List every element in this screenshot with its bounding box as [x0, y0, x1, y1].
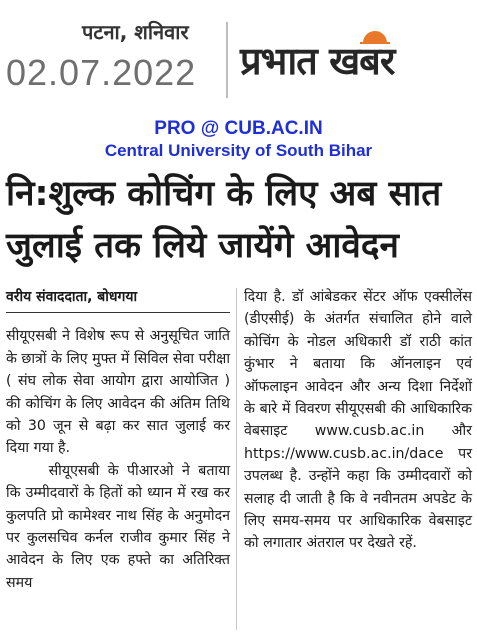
publication-date: 02.07.2022 — [6, 52, 197, 93]
city-day-label: पटना, शनिवार — [82, 20, 189, 44]
logo-wordmark: प्रभात खबर — [240, 39, 395, 83]
article-paragraph-2: सीयूएसबी के पीआरओ ने बताया कि उम्मीदवारों के हितों को ध्यान में रख कर कुलपति प्रो कामेश्वर नाथ सिंह के अनुमोदन पर कुलसचिव कर्नल राजीव कुमार सिंह ने आवेदन के लिए एक हफ्ते का अतिरिक्त समय — [6, 462, 230, 591]
article-paragraph-3: दिया है. डॉ आंबेडकर सेंटर ऑफ एक्सीलेंस (डीएसीई) के अंतर्गत संचालित होने वाले कोचिंग के नोडल अधिकारी डॉ राठी कांत कुंभार ने बताया कि ऑनलाइन एवं ऑफलाइन आवेदन और अन्य दिशा निर्देशों के बारे में विवरण सीयूएसबी की आधिकारिक वेबसाइट www.cusb.ac.in और https://www.cusb.ac.in/dace पर उपलब्ध है. उन्होंने कहा कि उम्मीदवारों को सलाह दी जाती है कि वे नवीनतम अपडेट के लिए समय-समय पर आधिकारिक वेबसाइट को लगातार अंतराल पर देखते रहें. — [244, 289, 472, 552]
article-byline: वरीय संवाददाता, बोधगया — [6, 286, 230, 313]
article-paragraph-1: सीयूएसबी ने विशेष रूप से अनुसूचित जाति के छात्रों के लिए मुफ्त में सिविल सेवा परीक्षा ( संघ लोक सेवा आयोग द्वारा आयोजित ) की कोचिंग के लिए आवेदन की अंतिम तिथि को 30 जून से बढ़ा कर सात जुलाई कर दिया गया है. — [6, 328, 230, 457]
headline-line-2: जुलाई तक लिये जायेंगे आवेदन — [6, 226, 399, 266]
article-column-left — [6, 286, 230, 594]
article-headline — [6, 168, 472, 272]
headline-line-1: नि:शुल्क कोचिंग के लिए अब सात — [6, 174, 442, 214]
credit-university: Central University of South Bihar — [104, 141, 373, 160]
credit-email: PRO @ CUB.AC.IN — [154, 118, 323, 139]
source-credit — [0, 118, 477, 162]
column-separator — [236, 288, 237, 630]
article-column-right — [244, 286, 472, 555]
masthead-divider — [226, 22, 228, 98]
newspaper-logo — [240, 26, 472, 90]
masthead — [0, 0, 477, 112]
